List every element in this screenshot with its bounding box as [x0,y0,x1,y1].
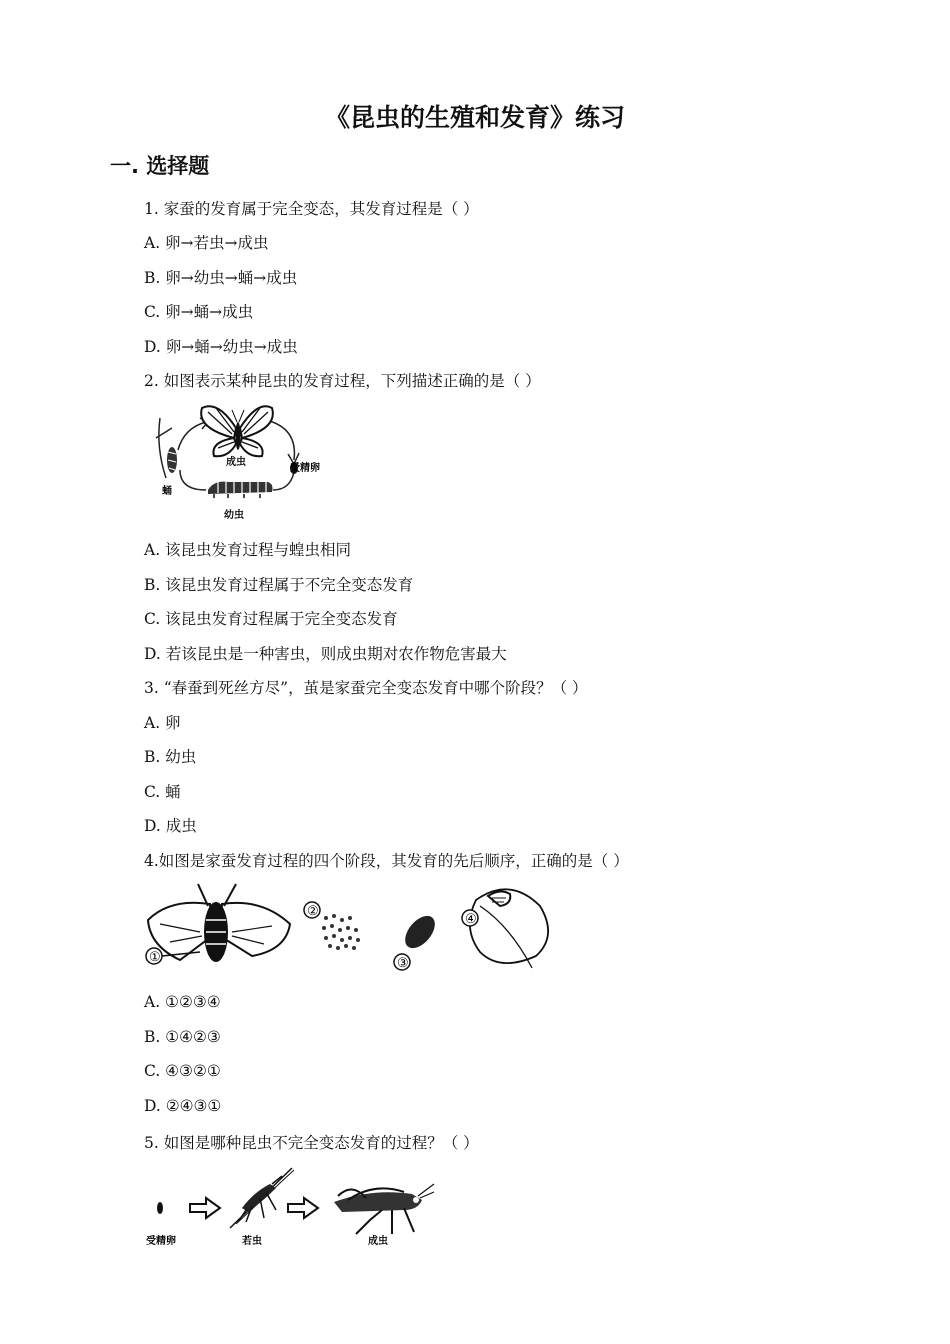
question-1-option-c: C. 卵→蛹→成虫 [144,303,254,321]
moth-icon [148,884,290,962]
label-pupa: 蛹 [162,486,172,497]
label-egg: 受精卵 [290,463,320,474]
page-title: 《昆虫的生殖和发育》练习 [324,103,625,132]
question-4-option-d: D. ②④③① [144,1097,222,1115]
butterfly-lifecycle-figure [148,398,338,526]
question-2-stem: 2. 如图表示某种昆虫的发育过程，下列描述正确的是（ ） [144,372,541,390]
question-4-option-c: C. ④③②① [144,1062,221,1080]
question-1-stem: 1. 家蚕的发育属于完全变态，其发育过程是（ ） [144,200,479,218]
question-1-option-d: D. 卵→蛹→幼虫→成虫 [144,338,298,356]
arrow-right-icon [288,1198,318,1218]
question-4-stem: 4.如图是家蚕发育过程的四个阶段，其发育的先后顺序，正确的是（ ） [144,852,629,870]
egg-icon [157,1202,163,1214]
silkworm-lifecycle-figure [140,876,560,976]
label-adult: 成虫 [368,1236,388,1247]
question-4-option-b: B. ①④②③ [144,1028,221,1046]
locust-icon [334,1184,434,1234]
label-3: ③ [397,956,409,971]
question-3-option-a: A. 卵 [144,714,181,732]
question-3-option-c: C. 蛹 [144,783,181,801]
pupa-icon [156,418,177,478]
butterfly-icon [201,406,273,456]
label-adult: 成虫 [226,457,246,468]
eggs-icon [322,914,360,950]
label-1: ① [149,950,161,965]
question-4-option-a: A. ①②③④ [144,993,221,1011]
question-3-option-b: B. 幼虫 [144,748,197,766]
question-2-option-c: C. 该昆虫发育过程属于完全变态发育 [144,610,398,628]
leaf-larva-icon [470,889,548,968]
label-larva: 幼虫 [224,510,244,521]
label-egg: 受精卵 [146,1236,176,1247]
caterpillar-icon [208,482,273,498]
cocoon-icon [399,910,440,953]
question-5-stem: 5. 如图是哪种昆虫不完全变态发育的过程？（ ） [144,1134,479,1152]
label-nymph: 若虫 [242,1236,262,1247]
question-1-option-a: A. 卵→若虫→成虫 [144,234,269,252]
label-2: ② [307,904,319,919]
question-2-option-b: B. 该昆虫发育过程属于不完全变态发育 [144,576,414,594]
question-2-option-a: A. 该昆虫发育过程与蝗虫相同 [144,541,352,559]
section-heading: 一. 选择题 [110,154,210,178]
question-3-option-d: D. 成虫 [144,817,197,835]
locust-lifecycle-figure [142,1162,442,1248]
nymph-icon [230,1168,294,1228]
question-2-option-d: D. 若该昆虫是一种害虫，则成虫期对农作物危害最大 [144,645,507,663]
question-3-stem: 3. “春蚕到死丝方尽”，茧是家蚕完全变态发育中哪个阶段？（ ） [144,679,588,697]
arrow-right-icon [190,1198,220,1218]
question-1-option-b: B. 卵→幼虫→蛹→成虫 [144,269,298,287]
label-4: ④ [465,912,477,927]
